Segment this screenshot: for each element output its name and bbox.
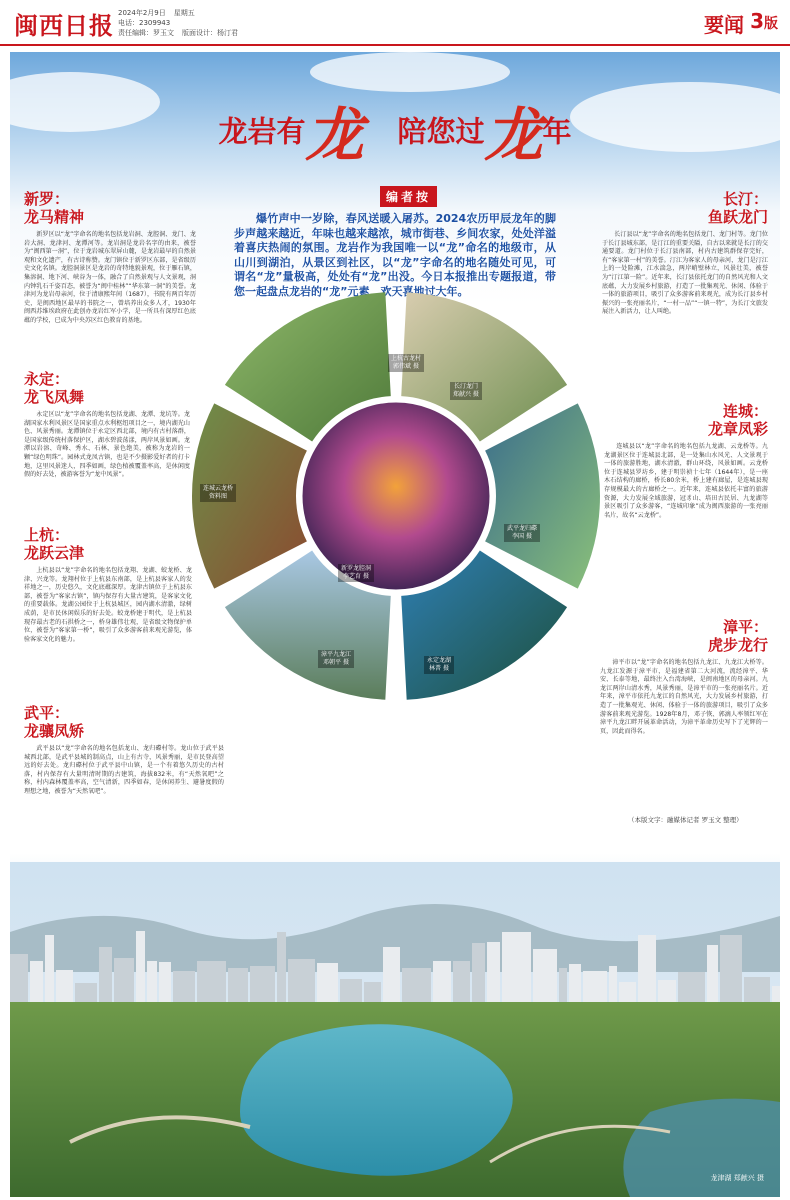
article-title: 龙跃云津 xyxy=(24,544,85,562)
skyline-building xyxy=(569,964,581,1007)
skyline-building xyxy=(56,970,73,1007)
skyline-building xyxy=(147,961,157,1007)
skyline-building xyxy=(707,945,718,1007)
wedge-photo-wuping xyxy=(485,403,600,588)
article-body: 新罗区以“龙”字命名的地名包括龙岩洞、龙腔洞、龙门、龙岩大洞、龙津河、龙潭河等。龙岩洞是龙岩名字的由来，被誉为“闽西第一洞”，位于龙岩城东翠屏山麓，是龙岩最早的自然景观和文化遗产，有古诗称赞。龙门镇位于新罗区东部，是省级历史文化名镇。龙腔洞景区是龙岩的奇特地貌景观，位于雁石镇，集溶洞、地下河、峡谷为一体，融合了自然景观与人文景观，洞内钟乳石千姿百态，被誉为“闽中桂林”“华东第一洞”的美誉。龙津河为龙岩母亲河，位于清康熙年间（1687），书院有两百年历史，是闽西地区最早的书院之一，曾培养出众多人才，1930年闽西苏维埃政府在此创办龙岩红军小学，是一所具有深厚红色底蕴的学校，已成为中央苏区红色教育的基地。 xyxy=(24,231,196,324)
article-body: 长汀县以“龙”字命名的地名包括龙门、龙门村等。龙门位于长汀县城东部，是汀江的重要关隘，自古以来就是长汀的交通要道。龙门村位于长汀县南部，村内古建筑群保存完好，有“客家第一村”的美誉。汀江为客家人的母亲河，龙门是汀江上的一处险滩，江水湍急，两岸峭壁林立，风景壮美，被誉为“汀江第一险”。近年来，长汀县依托龙门的自然风光和人文底蕴，大力发展乡村旅游，打造了一批集观光、休闲、体验于一体的旅游项目，吸引了众多游客前来观光，成为长汀县乡村振兴的一张亮丽名片，“一村一品”“一镇一特”，为长汀文旅发展注入新活力，让人叫绝。 xyxy=(602,231,768,316)
skyline-building xyxy=(383,947,400,1007)
page-number: 3版 xyxy=(750,9,778,33)
skyline-building xyxy=(99,947,112,1007)
skyline-building xyxy=(433,961,451,1007)
article-title: 龙章凤彩 xyxy=(707,420,768,438)
article-region: 新罗： xyxy=(24,190,70,208)
article-body: 永定区以“龙”字命名的地名包括龙湖、龙潭、龙坑等。龙湖国家水利风景区是国家重点水利枢纽项目之一，境内湖光山色、风景秀丽。龙潭镇位于永定区西北部，境内有古村落群，是国家级传统村落保护区，湖水碧波荡漾，两岸风景如画。龙潭以岩溶、奇峰、秀水、石林、景色绝美，被称为龙岩的一颗“绿色明珠”。园林式龙凤古镇，也是不少摄影爱好者的打卡地，这里风景迷人，四季如画，绿色植被覆盖率高，是休闲度假的好去处，被游客誉为“龙中凤景”。 xyxy=(24,411,190,479)
photo-credit-yongding: 永定龙湖 林普 摄 xyxy=(424,656,454,674)
issue-phone: 电话：2309943 xyxy=(118,19,171,27)
headline-dragon-char: 龙 xyxy=(305,101,364,169)
skyline-building xyxy=(638,935,656,1007)
skyline-building xyxy=(197,961,226,1007)
city-panorama-graphic xyxy=(10,862,780,1197)
skyline-building xyxy=(502,932,531,1007)
headline-dragon-char: 龙 xyxy=(484,101,543,169)
article-title: 虎步龙行 xyxy=(707,636,768,654)
article-title: 龙飞凤舞 xyxy=(24,388,85,406)
article-title: 龙马精神 xyxy=(24,208,85,226)
article-zhangping xyxy=(600,618,768,736)
city-panorama-photo xyxy=(10,862,780,1197)
cloud-decoration xyxy=(310,52,510,92)
section-title: 要闻 xyxy=(704,13,744,37)
skyline-building xyxy=(583,971,607,1007)
article-wuping xyxy=(24,704,224,797)
headline-part: 年 xyxy=(542,114,572,149)
skyline-building xyxy=(114,958,134,1007)
skyline-building xyxy=(159,962,171,1007)
skyline-building xyxy=(45,935,54,1007)
editor-note-text: 爆竹声中一岁除，春风送暖入屠苏。2024农历甲辰龙年的脚步声越来越近，年味也越来越浓，城市街巷、乡间农家，处处洋溢着喜庆热闹的氛围。龙岩作为我国唯一以“龙”命名的地级市，从山川到湖泊，从景区到社区，以“龙”字命名的地名随处可见，可谓名“龙”量极高，处处有“龙”出没。今日本报推出专题报道，带您一起盘点龙岩的“龙”元素，欢天喜地过大年。 xyxy=(234,212,556,298)
issue-weekday: 星期五 xyxy=(173,9,195,17)
newspaper-logo: 闽西日报 xyxy=(14,11,114,40)
panorama-photo-credit: 龙津湖 郑献兴 摄 xyxy=(710,1174,764,1182)
article-shanghang xyxy=(24,526,192,644)
skyline-building xyxy=(250,966,275,1007)
feature-poster xyxy=(10,52,780,1197)
article-changting xyxy=(602,190,768,317)
skyline-building xyxy=(559,968,567,1007)
photo-credit-wuping: 武平龙归磜 李国 摄 xyxy=(504,524,540,542)
skyline-building xyxy=(288,959,315,1007)
article-region: 永定： xyxy=(24,370,70,388)
skyline-building xyxy=(173,971,195,1007)
center-photo-cave xyxy=(300,400,492,592)
skyline-building xyxy=(136,931,145,1007)
issue-designer: 版面设计：杨汀君 xyxy=(182,29,238,37)
issue-date: 2024年2月9日 xyxy=(118,9,166,17)
headline-part: 龙岩有 xyxy=(218,114,306,149)
skyline-building xyxy=(277,932,286,1007)
skyline-building xyxy=(453,961,470,1007)
article-body: 上杭县以“龙”字命名的地名包括龙翔、龙湖、蛟龙桥、龙津、兴龙等。龙翔村位于上杭县东南部，是上杭县客家人的发祥地之一，历史悠久，文化底蕴深厚。龙津古镇位于上杭县东部，被誉为“客家古镇”，镇内保存有大量古建筑，是客家文化的重要载体。龙湖公园位于上杭县城区，园内湖水清澈，绿树成荫，是市民休闲娱乐的好去处。蛟龙桥建于明代，是上杭县现存最古老的石拱桥之一，桥身雄伟壮观，是省级文物保护单位，被誉为“客家第一桥”，吸引了众多游客前来观光游览，体验客家文化的魅力。 xyxy=(24,567,192,643)
article-yongding xyxy=(24,370,190,480)
headline xyxy=(10,88,780,172)
skyline-building xyxy=(533,949,557,1007)
headline-part: 陪您过 xyxy=(397,114,485,149)
article-body: 漳平市以“龙”字命名的地名包括九龙江、九龙江大桥等。九龙江发源于漳平市，是福建省第二大河流，流经漳平、华安、长泰等地，最终注入台湾海峡，是闽南地区的母亲河。九龙江两岸山清水秀，风景秀丽，是漳平市的一张亮丽名片。近年来，漳平市依托九龙江的自然风光，大力发展乡村旅游，打造了一批集观光、休闲、体验于一体的旅游项目，吸引了众多游客前来观光游览。1928年8月，邓子恢、郭滴人率领红军在漳平九龙江畔开展革命活动，为漳平革命历史写下了光辉的一页，因此而得名。 xyxy=(600,659,768,735)
text-credit: （本版文字：融媒体记者 罗玉文 整理） xyxy=(628,816,743,824)
photo-credit-liancheng: 连城云龙桥 资料图 xyxy=(200,484,236,502)
photo-credit-xinluo: 新罗龙腔洞 李艺育 摄 xyxy=(338,564,374,582)
skyline-building xyxy=(10,954,28,1007)
skyline-building xyxy=(317,963,338,1007)
article-region: 漳平： xyxy=(722,618,768,636)
skyline-building xyxy=(678,972,705,1007)
article-region: 长汀： xyxy=(722,190,768,208)
article-title: 鱼跃龙门 xyxy=(707,208,768,226)
skyline-building xyxy=(402,968,431,1007)
issue-editor: 责任编辑：罗玉文 xyxy=(118,29,174,37)
article-body: 武平县以“龙”字命名的地名包括龙山、龙归磜村等。龙山位于武平县城西北部，是武平县城的制高点，山上有古寺，风景秀丽，是市民登高望远的好去处。龙归磜村位于武平县中山镇，是一个有着悠久历史的古村落，村内保存有大量明清时期的古建筑，海拔832米，有“天然氧吧”之称，村内森林覆盖率高，空气清新，四季如春，是休闲养生、避暑度假的理想之地，被誉为“天然氧吧”。 xyxy=(24,745,224,795)
article-title: 龙骧凤矫 xyxy=(24,722,85,740)
masthead xyxy=(0,0,790,46)
photo-credit-shanghang: 上杭古龙村 郭伟斌 摄 xyxy=(388,354,424,372)
photo-wheel xyxy=(188,288,604,704)
skyline-building xyxy=(228,968,248,1007)
article-region: 武平： xyxy=(24,704,70,722)
article-liancheng xyxy=(604,402,768,520)
skyline-building xyxy=(472,943,485,1007)
editor-note-tag: 编者按 xyxy=(380,186,437,207)
photo-credit-zhangping: 漳平九龙江 邓朝平 摄 xyxy=(318,650,354,668)
photo-credit-changting: 长汀龙门 郑献兴 摄 xyxy=(450,382,482,400)
article-region: 连城： xyxy=(722,402,768,420)
skyline-building xyxy=(30,961,43,1007)
skyline-building xyxy=(609,966,617,1007)
skyline-building xyxy=(487,942,500,1007)
article-xinluo xyxy=(24,190,196,326)
skyline-building xyxy=(720,935,742,1007)
issue-meta xyxy=(118,8,246,38)
article-body: 连城县以“龙”字命名的地名包括九龙湖、云龙桥等。九龙湖景区位于连城县北部，是一处集山水风光、人文景观于一体的旅游胜地，湖水清澈，群山环绕，风景如画。云龙桥位于连城县罗坊乡，建于明崇祯十七年（1644年），是一座木石结构的廊桥，桥长80余米，桥上建有廊屋，是连城县现存规模最大的古廊桥之一。近年来，连城县依托丰富的旅游资源，大力发展全域旅游，冠豸山、培田古民居、九龙湖等景区吸引了众多游客，“连城印象”成为闽西旅游的一张亮丽名片，故名“云龙桥”。 xyxy=(604,443,768,519)
photo-wheel-graphic xyxy=(188,288,604,704)
article-region: 上杭： xyxy=(24,526,70,544)
